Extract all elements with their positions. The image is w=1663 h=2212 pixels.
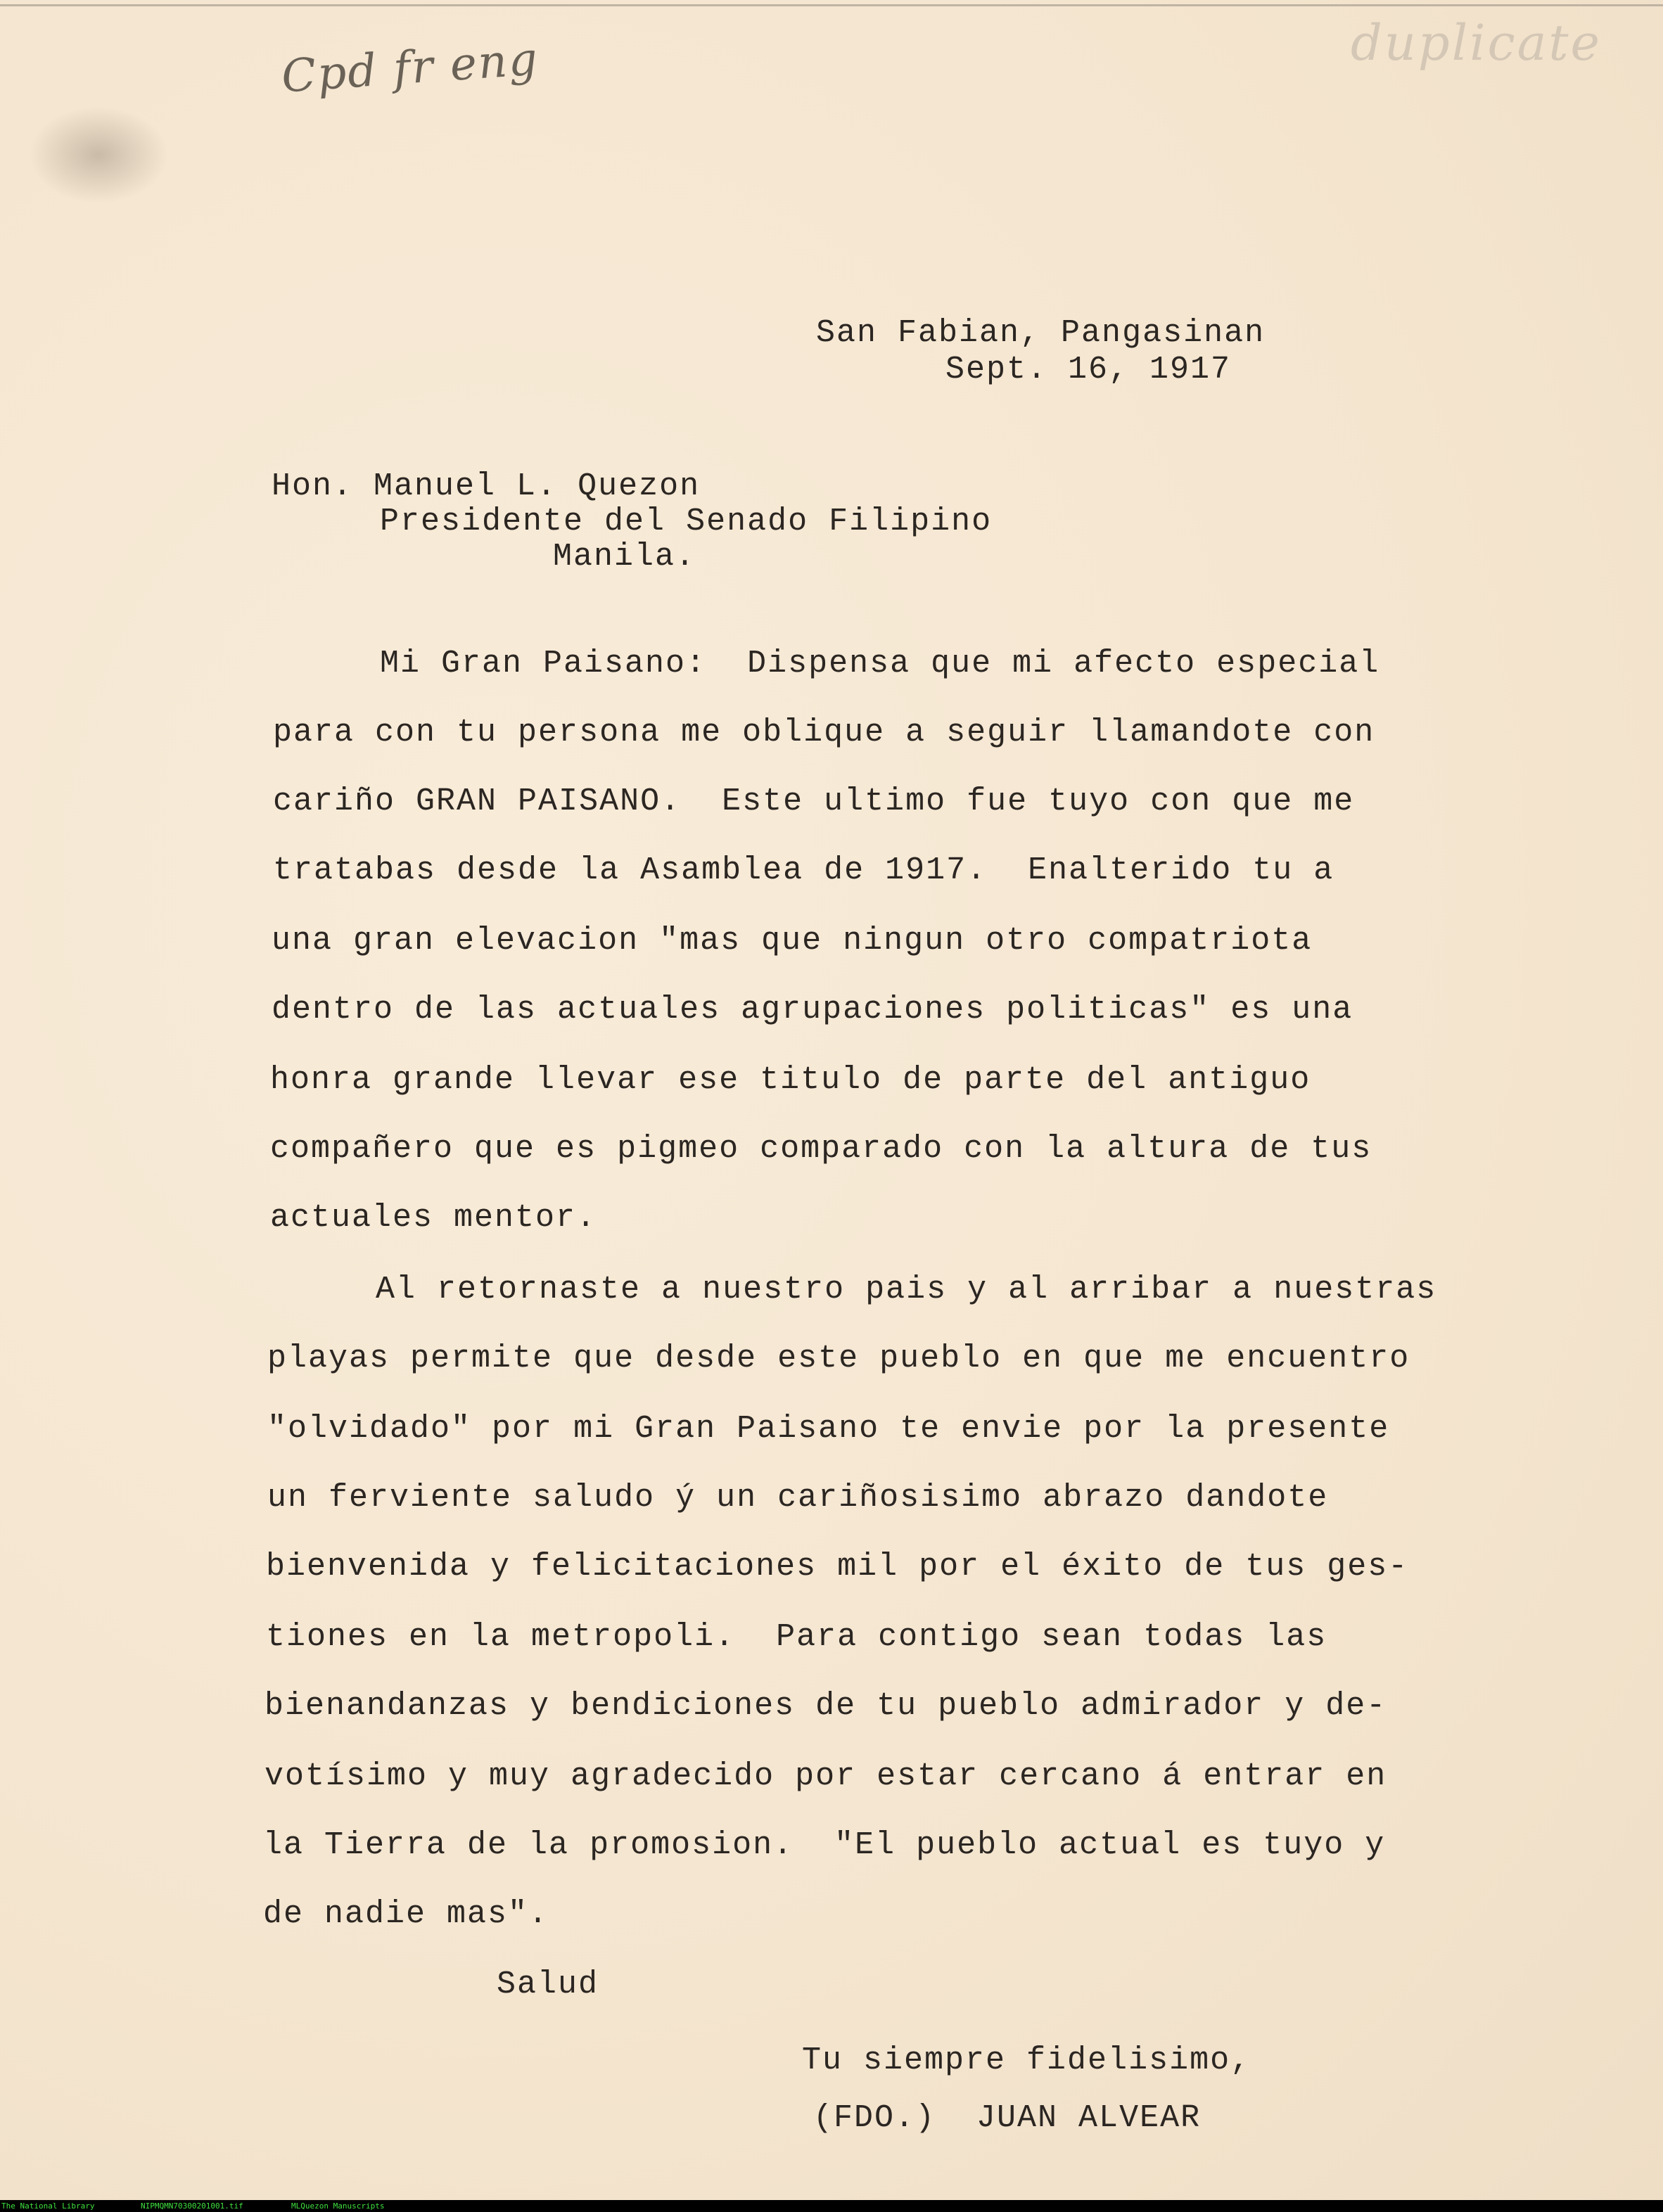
body-line: votísimo y muy agradecido por estar cercano á entrar en	[265, 1758, 1387, 1794]
footer-collection: MLQuezon Manuscripts	[291, 2201, 385, 2211]
body-line: un ferviente saludo ý un cariñosisimo abrazo dandote	[267, 1480, 1329, 1516]
footer-filename: NIPMQMN70300201001.tif	[141, 2201, 243, 2211]
body-line: honra grande llevar ese titulo de parte del antiguo	[270, 1062, 1311, 1098]
body-line: compañero que es pigmeo comparado con la altura de tus	[270, 1131, 1372, 1167]
recipient-name: Hon. Manuel L. Quezon	[272, 468, 701, 504]
body-line: para con tu persona me oblique a seguir llamandote con	[273, 715, 1375, 750]
recipient-title: Presidente del Senado Filipino	[380, 504, 993, 539]
body-line: playas permite que desde este pueblo en que me encuentro	[267, 1341, 1410, 1376]
ink-smudge	[28, 106, 169, 204]
closing-valediction: Tu siempre fidelisimo,	[802, 2042, 1251, 2078]
letter-date: Sept. 16, 1917	[945, 352, 1232, 388]
body-line: cariño GRAN PAISANO. Este ultimo fue tuyo con que me	[273, 784, 1355, 819]
body-line: bienandanzas y bendiciones de tu pueblo admirador y de-	[265, 1688, 1387, 1724]
page-edge-line	[0, 4, 1663, 6]
body-line: una gran elevacion "mas que ningun otro compatriota	[272, 923, 1313, 959]
footer-library: The National Library	[1, 2201, 95, 2211]
recipient-city: Manila.	[553, 539, 696, 575]
body-line: "olvidado" por mi Gran Paisano te envie por la presente	[267, 1411, 1390, 1447]
archive-footer-bar	[0, 2200, 1663, 2212]
handwritten-note: Cpd fr eng	[279, 33, 541, 103]
body-line: bienvenida y felicitaciones mil por el éxito de tus ges-	[266, 1549, 1409, 1585]
closing-signature: (FDO.) JUAN ALVEAR	[813, 2100, 1202, 2136]
body-line: Mi Gran Paisano: Dispensa que mi afecto especial	[380, 646, 1380, 682]
closing-salud: Salud	[497, 1967, 599, 2002]
body-line: dentro de las actuales agrupaciones politicas" es una	[272, 992, 1353, 1028]
letter-place: San Fabian, Pangasinan	[816, 315, 1266, 351]
body-line: tiones en la metropoli. Para contigo sean todas las	[266, 1619, 1327, 1655]
handwritten-corner-note: duplicate	[1351, 14, 1602, 72]
body-line: tratabas desde la Asamblea de 1917. Enalterido tu a	[273, 852, 1334, 888]
body-line: la Tierra de la promosion. "El pueblo actual es tuyo y	[263, 1827, 1386, 1863]
body-line: Al retornaste a nuestro pais y al arribar a nuestras	[376, 1272, 1437, 1308]
body-line: de nadie mas".	[263, 1896, 549, 1932]
body-line: actuales mentor.	[270, 1200, 597, 1236]
